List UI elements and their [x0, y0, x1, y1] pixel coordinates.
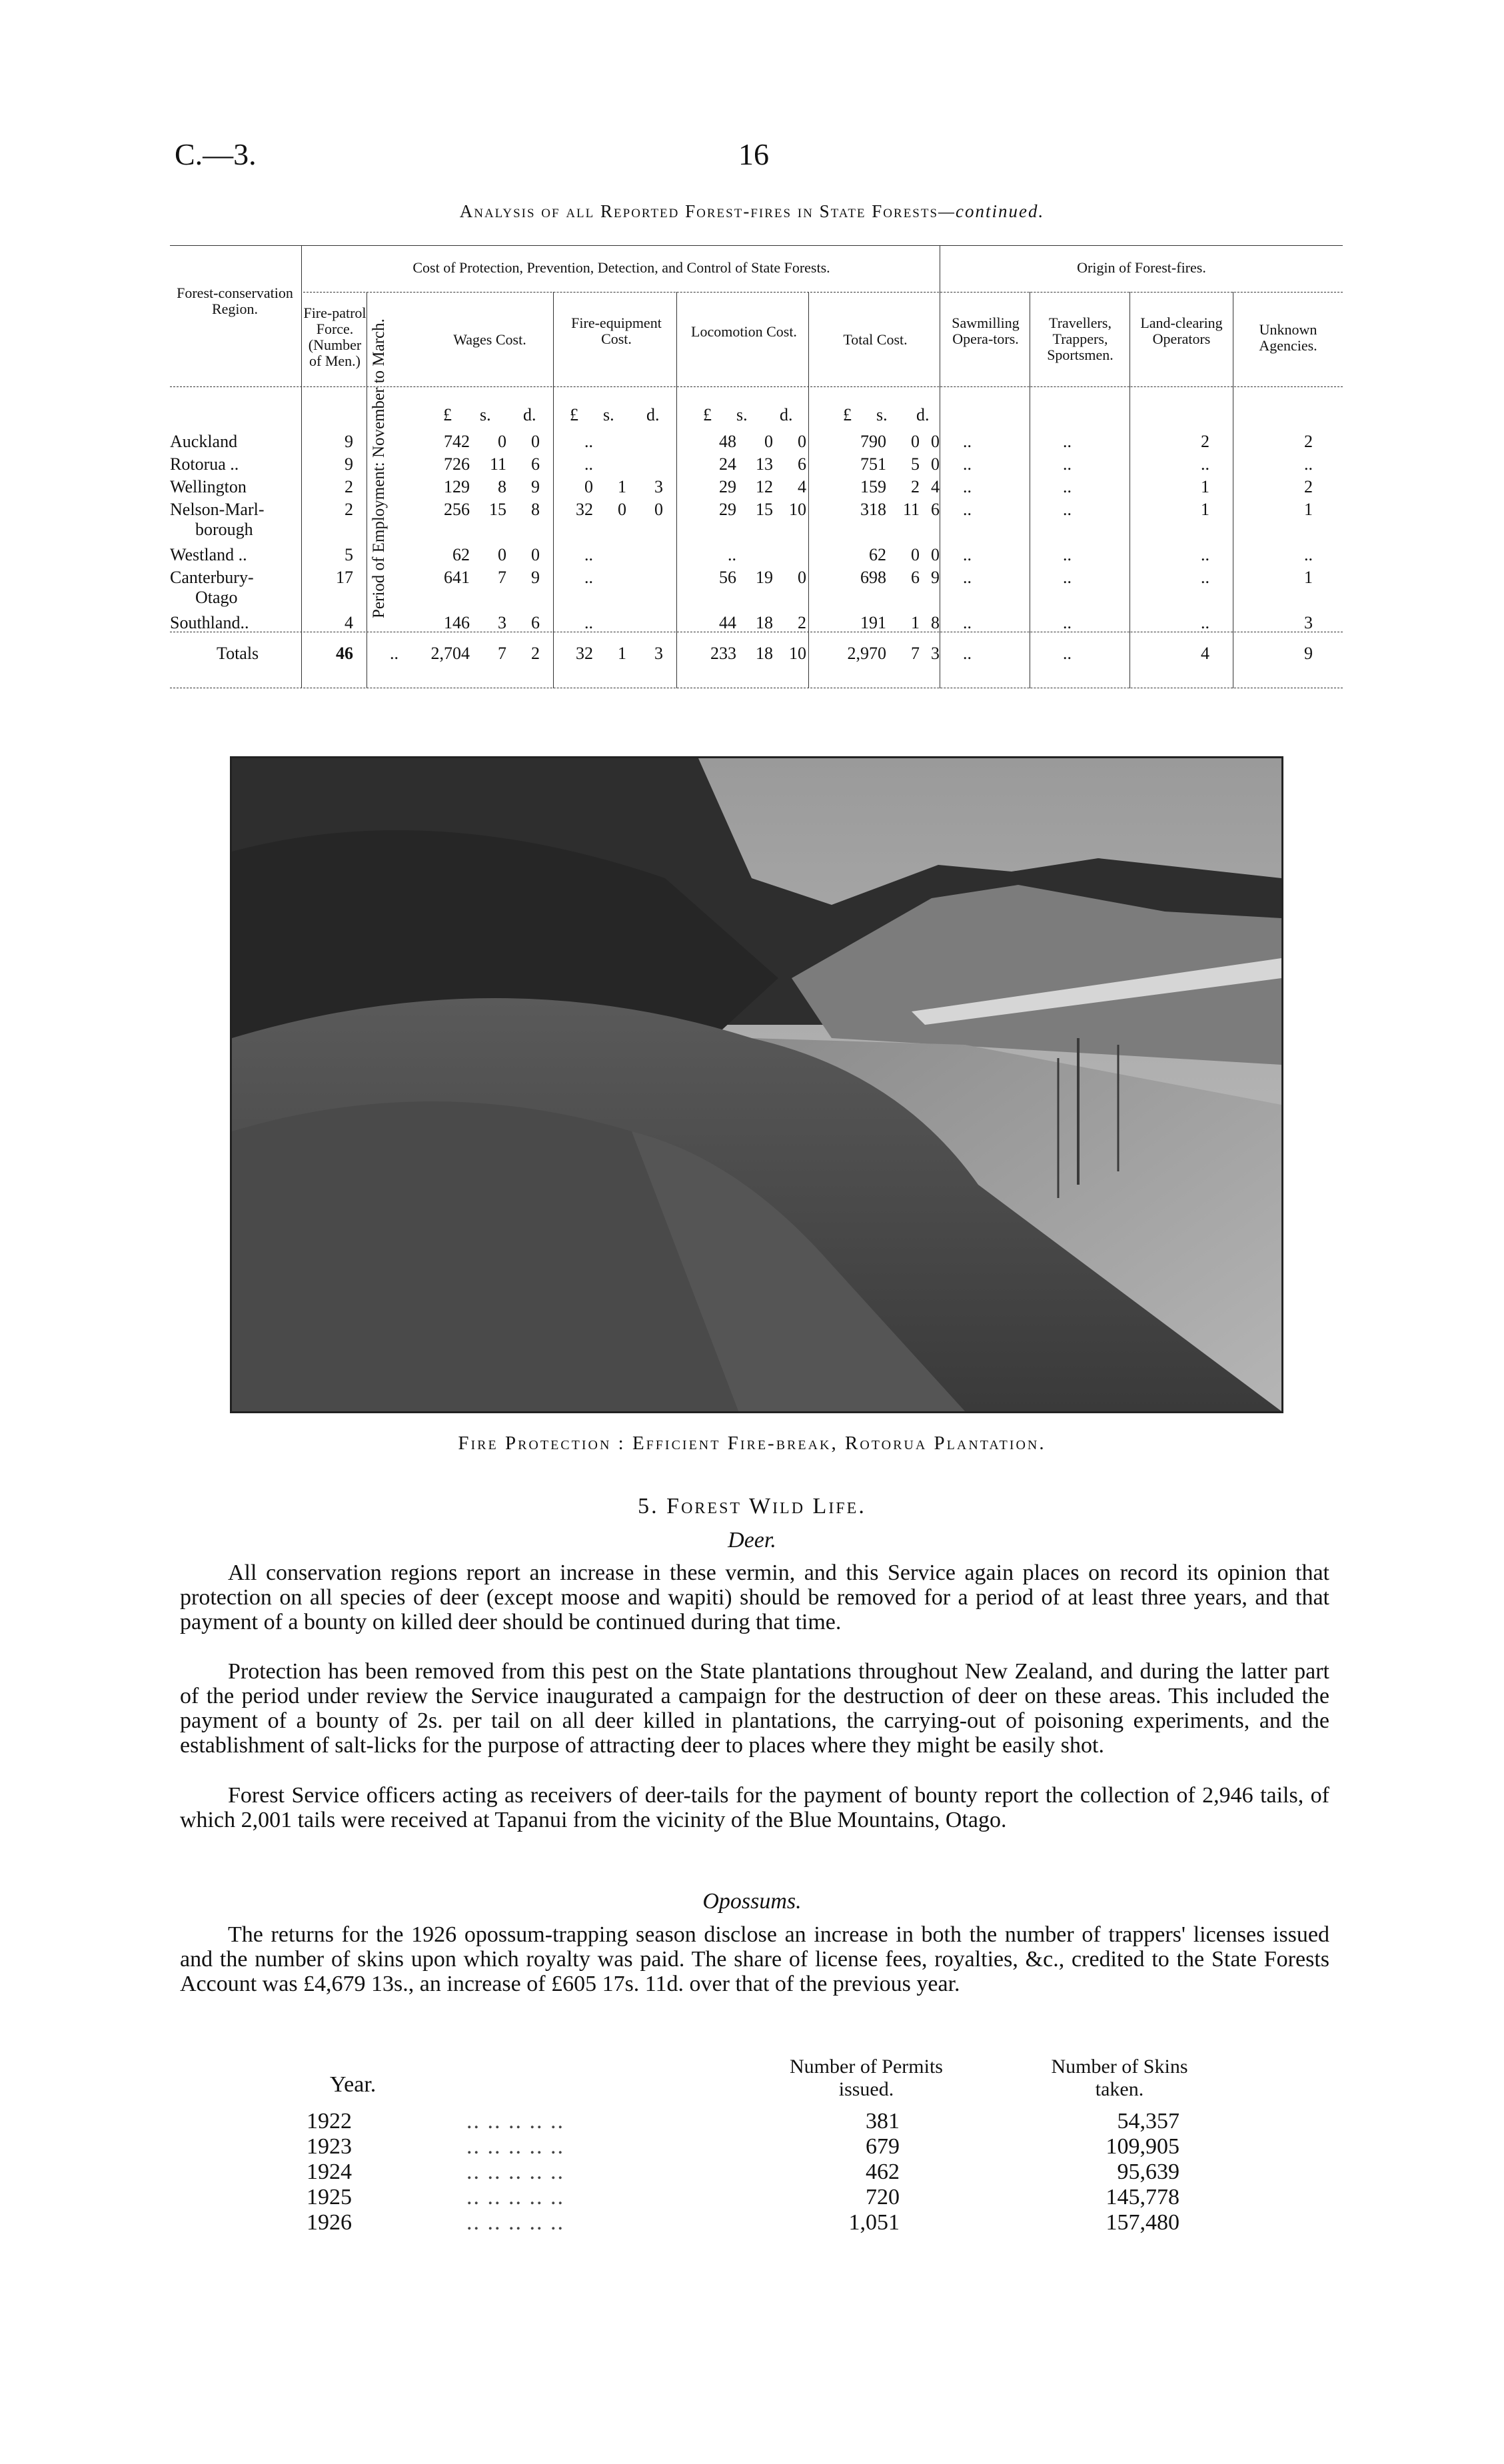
- totals-period: ..: [390, 644, 398, 663]
- equip-value: 3: [654, 644, 663, 663]
- total-value: 1: [911, 613, 920, 632]
- patrol-men: 17: [336, 568, 353, 587]
- patrol-men: 2: [345, 477, 353, 496]
- sawmilling-count: ..: [963, 477, 972, 496]
- opossum-permits: 462: [866, 2159, 900, 2184]
- lsd-shillings: s.: [736, 405, 748, 424]
- wages-value: 0: [498, 545, 506, 564]
- period-of-employment-label: Period of Employment: November to March.: [370, 318, 388, 618]
- total-value: 3: [931, 644, 940, 663]
- wages-value: 726: [444, 454, 470, 474]
- region-name: Canterbury-: [170, 568, 254, 587]
- origin-group-header: Origin of Forest-fires.: [1077, 259, 1206, 276]
- opossum-permits: 720: [866, 2185, 900, 2209]
- header-bottom-rule: [170, 386, 1343, 387]
- col-rule: [553, 292, 554, 688]
- col-header-land-clearing: Land-clearing Operators: [1140, 314, 1223, 347]
- totals-label: Totals: [217, 644, 259, 663]
- dot-leader: .. .. .. .. ..: [466, 2109, 564, 2134]
- equip-value: ..: [584, 432, 593, 451]
- region-name: Rotorua ..: [170, 454, 239, 474]
- unknown-count: 2: [1304, 432, 1313, 451]
- deer-heading: Deer.: [728, 1528, 776, 1552]
- total-value: 698: [860, 568, 886, 587]
- col-header-travellers: Travellers, Trappers, Sportsmen.: [1047, 314, 1114, 363]
- equip-value: 32: [576, 644, 593, 663]
- region-name: Wellington: [170, 477, 247, 496]
- opossum-skins: 54,357: [1117, 2109, 1179, 2134]
- total-value: 0: [931, 432, 940, 451]
- col-header-permits: Number of Permits issued.: [790, 2056, 943, 2100]
- loco-value: 12: [756, 477, 773, 496]
- col-header-region: Forest-conservation Region.: [177, 285, 293, 317]
- equip-value: 1: [618, 644, 626, 663]
- land-clearing-count: 1: [1201, 500, 1209, 519]
- travellers-count: ..: [1063, 432, 1072, 451]
- loco-value: 0: [764, 432, 773, 451]
- land-clearing-count: ..: [1201, 545, 1209, 564]
- equip-value: ..: [584, 454, 593, 474]
- opossum-year: 1926: [307, 2210, 352, 2235]
- loco-value: 24: [719, 454, 736, 474]
- lsd-shillings: s.: [603, 405, 614, 424]
- equip-value: 0: [654, 500, 663, 519]
- opossum-permits: 679: [866, 2134, 900, 2159]
- loco-value: 0: [798, 568, 806, 587]
- lsd-pence: d.: [646, 405, 660, 424]
- table-top-rule: [170, 245, 1343, 246]
- total-value: 318: [860, 500, 886, 519]
- total-value: 5: [911, 454, 920, 474]
- wages-value: 129: [444, 477, 470, 496]
- wages-value: 15: [489, 500, 506, 519]
- wages-value: 2,704: [430, 644, 470, 663]
- equip-value: 1: [618, 477, 626, 496]
- unknown-count: ..: [1304, 454, 1313, 474]
- region-name: Nelson-Marl-: [170, 500, 265, 519]
- sawmilling-count: ..: [963, 613, 972, 632]
- unknown-count: 1: [1304, 568, 1313, 587]
- total-value: 6: [931, 500, 940, 519]
- wages-value: 146: [444, 613, 470, 632]
- opossum-permits: 381: [866, 2109, 900, 2134]
- total-value: 0: [931, 454, 940, 474]
- loco-value: 10: [789, 644, 806, 663]
- region-name-continued: Otago: [195, 588, 238, 607]
- opossums-heading: Opossums.: [702, 1889, 802, 1914]
- wages-value: 6: [531, 613, 540, 632]
- region-name: Southland..: [170, 613, 249, 632]
- total-value: 8: [931, 613, 940, 632]
- col-header-equipment: Fire-equipment Cost.: [571, 314, 662, 347]
- sawmilling-count: ..: [963, 545, 972, 564]
- loco-value: 10: [789, 500, 806, 519]
- total-value: 4: [931, 477, 940, 496]
- wages-value: 3: [498, 613, 506, 632]
- col-rule: [808, 292, 809, 688]
- total-value: 191: [860, 613, 886, 632]
- land-clearing-count: ..: [1201, 568, 1209, 587]
- wages-value: 0: [531, 432, 540, 451]
- travellers-count: ..: [1063, 568, 1072, 587]
- land-clearing-count: 1: [1201, 477, 1209, 496]
- loco-value: 29: [719, 477, 736, 496]
- land-clearing-count: ..: [1201, 613, 1209, 632]
- col-rule: [1129, 292, 1130, 688]
- col-header-skins: Number of Skins taken.: [1051, 2056, 1188, 2100]
- equip-value: 32: [576, 500, 593, 519]
- loco-value: 48: [719, 432, 736, 451]
- patrol-men: 4: [345, 613, 353, 632]
- loco-value: 44: [719, 613, 736, 632]
- col-header-total: Total Cost.: [843, 331, 908, 348]
- total-value: 0: [911, 432, 920, 451]
- land-clearing-count: ..: [1201, 454, 1209, 474]
- col-header-year: Year.: [330, 2072, 376, 2097]
- region-name-continued: borough: [195, 520, 253, 539]
- opossum-skins: 109,905: [1106, 2134, 1179, 2159]
- total-value: 790: [860, 432, 886, 451]
- deer-paragraph-1: All conservation regions report an increase in these vermin, and this Service again places on record its opinion that protection on all species of deer (except moose and wapiti) should be removed for a period of at least three years, and that payment of a bounty on killed deer should be continued during that time.: [180, 1560, 1329, 1634]
- dot-leader: .. .. .. .. ..: [466, 2210, 564, 2235]
- col-header-patrol: Fire-patrol Force. (Number of Men.): [303, 305, 367, 369]
- deer-paragraph-2: Protection has been removed from this pest on the State plantations throughout New Zealand, and during the latter part of the period under review the Service inaugurated a campaign for the destruction of deer on these areas. This included the payment of a bounty of 2s. per tail on all deer killed in plantations, the carrying-out of poisoning experiments, and the establishment of salt-licks for the purpose of attracting deer to places where they might be easily shot.: [180, 1659, 1329, 1758]
- document-reference: C.—3.: [175, 137, 257, 171]
- wages-value: 742: [444, 432, 470, 451]
- totals-unknown: 9: [1304, 644, 1313, 663]
- col-header-sawmilling: Sawmilling Opera-tors.: [952, 314, 1020, 347]
- wages-value: 6: [531, 454, 540, 474]
- total-value: 159: [860, 477, 886, 496]
- wages-value: 7: [498, 644, 506, 663]
- totals-sawmilling: ..: [963, 644, 972, 663]
- wages-value: 8: [498, 477, 506, 496]
- total-value: 2: [911, 477, 920, 496]
- totals-land-clearing: 4: [1201, 644, 1209, 663]
- wages-value: 8: [531, 500, 540, 519]
- sawmilling-count: ..: [963, 500, 972, 519]
- unknown-count: 1: [1304, 500, 1313, 519]
- lsd-shillings: s.: [480, 405, 491, 424]
- wages-value: 9: [531, 568, 540, 587]
- travellers-count: ..: [1063, 477, 1072, 496]
- patrol-men: 9: [345, 454, 353, 474]
- lsd-pound: £: [443, 405, 452, 424]
- patrol-men: 2: [345, 500, 353, 519]
- total-value: 9: [931, 568, 940, 587]
- opossum-skins: 95,639: [1117, 2159, 1179, 2184]
- sawmilling-count: ..: [963, 454, 972, 474]
- equip-value: 0: [618, 500, 626, 519]
- unknown-count: 2: [1304, 477, 1313, 496]
- wages-value: 62: [452, 545, 470, 564]
- loco-value: 4: [798, 477, 806, 496]
- loco-value: 19: [756, 568, 773, 587]
- table-title-main: Analysis of all Reported Forest-fires in State Forests: [459, 201, 939, 221]
- opossum-permits: 1,051: [848, 2210, 900, 2235]
- wages-value: 256: [444, 500, 470, 519]
- col-header-unknown: Unknown Agencies.: [1259, 321, 1317, 354]
- lsd-pence: d.: [523, 405, 536, 424]
- total-value: 0: [931, 545, 940, 564]
- total-value: 2,970: [847, 644, 886, 663]
- lsd-pound: £: [843, 405, 852, 424]
- patrol-men: 5: [345, 545, 353, 564]
- table-title: [0, 201, 1504, 222]
- dot-leader: .. .. .. .. ..: [466, 2159, 564, 2184]
- equip-value: ..: [584, 613, 593, 632]
- total-value: 62: [869, 545, 886, 564]
- loco-value: 233: [710, 644, 736, 663]
- col-header-wages: Wages Cost.: [453, 331, 526, 348]
- opossum-year: 1925: [307, 2185, 352, 2209]
- forest-fire-table: [170, 245, 1343, 688]
- loco-value: 56: [719, 568, 736, 587]
- opossum-year: 1922: [307, 2109, 352, 2134]
- total-value: 6: [911, 568, 920, 587]
- patrol-men: 9: [345, 432, 353, 451]
- loco-value: 13: [756, 454, 773, 474]
- loco-value: 18: [756, 613, 773, 632]
- loco-value: 18: [756, 644, 773, 663]
- travellers-count: ..: [1063, 545, 1072, 564]
- loco-value: 29: [719, 500, 736, 519]
- section-heading: 5. Forest Wild Life.: [638, 1494, 866, 1519]
- lsd-pound: £: [703, 405, 712, 424]
- unknown-count: 3: [1304, 613, 1313, 632]
- col-rule: [676, 292, 677, 688]
- lsd-pound: £: [570, 405, 578, 424]
- lsd-pence: d.: [916, 405, 930, 424]
- unknown-count: ..: [1304, 545, 1313, 564]
- opossum-year: 1924: [307, 2159, 352, 2184]
- travellers-count: ..: [1063, 454, 1072, 474]
- total-value: 751: [860, 454, 886, 474]
- equip-value: ..: [584, 545, 593, 564]
- page-number: 16: [738, 137, 769, 171]
- dot-leader: .. .. .. .. ..: [466, 2134, 564, 2159]
- region-name: Auckland: [170, 432, 238, 451]
- lsd-shillings: s.: [876, 405, 888, 424]
- loco-value: 6: [798, 454, 806, 474]
- equip-value: 0: [584, 477, 593, 496]
- sawmilling-count: ..: [963, 432, 972, 451]
- travellers-count: ..: [1063, 613, 1072, 632]
- opossum-skins: 157,480: [1106, 2210, 1179, 2235]
- wages-value: 641: [444, 568, 470, 587]
- col-header-locomotion: Locomotion Cost.: [691, 323, 797, 340]
- wages-value: 9: [531, 477, 540, 496]
- group-rule: [303, 292, 1343, 293]
- opossum-year: 1923: [307, 2134, 352, 2159]
- lsd-pence: d.: [780, 405, 793, 424]
- total-value: 0: [911, 545, 920, 564]
- cost-group-header: Cost of Protection, Prevention, Detection, and Control of State Forests.: [412, 259, 830, 276]
- col-rule: [301, 245, 302, 688]
- photo-illustration: [232, 758, 1281, 1411]
- total-value: 7: [911, 644, 920, 663]
- wages-value: 0: [498, 432, 506, 451]
- wages-value: 0: [531, 545, 540, 564]
- wages-value: 2: [531, 644, 540, 663]
- wages-value: 11: [489, 454, 506, 474]
- travellers-count: ..: [1063, 500, 1072, 519]
- loco-value: ..: [728, 545, 736, 564]
- table-title-continued: —continued.: [938, 201, 1045, 221]
- land-clearing-count: 2: [1201, 432, 1209, 451]
- wages-value: 7: [498, 568, 506, 587]
- totals-men: 46: [336, 644, 353, 663]
- equip-value: ..: [584, 568, 593, 587]
- deer-paragraph-3: Forest Service officers acting as receivers of deer-tails for the payment of bounty report the collection of 2,946 tails, of which 2,001 tails were received at Tapanui from the vicinity of the Blue Mountains, Otago.: [180, 1783, 1329, 1832]
- fire-break-photograph: [230, 756, 1283, 1413]
- opossum-skins: 145,778: [1106, 2185, 1179, 2209]
- photo-caption: Fire Protection : Efficient Fire-break, Rotorua Plantation.: [458, 1433, 1046, 1454]
- dot-leader: .. .. .. .. ..: [466, 2185, 564, 2209]
- equip-value: 3: [654, 477, 663, 496]
- loco-value: 15: [756, 500, 773, 519]
- region-name: Westland ..: [170, 545, 247, 564]
- opossum-paragraph: The returns for the 1926 opossum-trapping season disclose an increase in both the number of trappers' licenses issued and the number of skins upon which royalty was paid. The share of license fees, royalties, &c., credited to the State Forests Account was £4,679 13s., an increase of £605 17s. 11d. over that of the previous year.: [180, 1922, 1329, 1996]
- loco-value: 0: [798, 432, 806, 451]
- totals-travellers: ..: [1063, 644, 1072, 663]
- loco-value: 2: [798, 613, 806, 632]
- sawmilling-count: ..: [963, 568, 972, 587]
- total-value: 11: [902, 500, 920, 519]
